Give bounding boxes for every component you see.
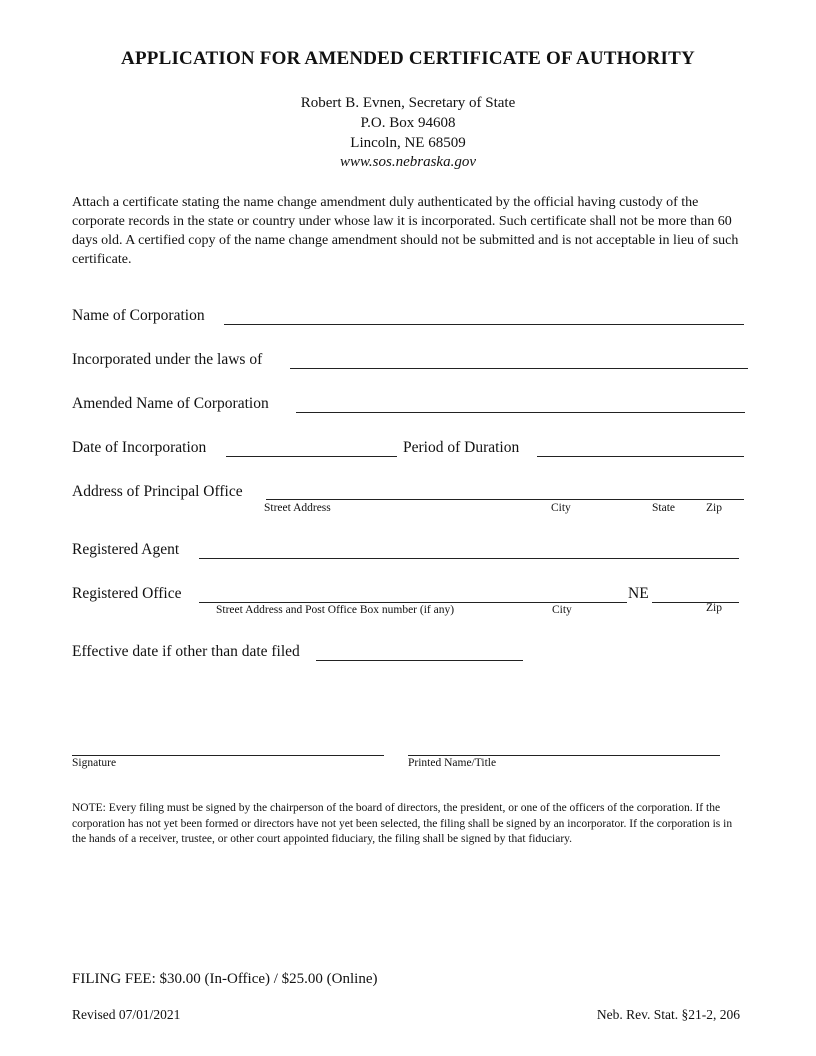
date-incorporation-label: Date of Incorporation <box>72 439 207 456</box>
incorporated-field[interactable] <box>290 368 748 369</box>
statute-reference: Neb. Rev. Stat. §21-2, 206 <box>596 1007 740 1022</box>
signature-field[interactable] <box>72 755 384 756</box>
registered-office-label: Registered Office <box>72 585 182 602</box>
street-address-caption: Street Address <box>264 502 331 514</box>
registered-agent-field[interactable] <box>199 558 739 559</box>
filing-fee: FILING FEE: $30.00 (In-Office) / $25.00 (Online) <box>72 971 378 987</box>
page-title: APPLICATION FOR AMENDED CERTIFICATE OF AUTHORITY <box>121 48 695 69</box>
registered-office-field[interactable] <box>199 602 627 603</box>
principal-office-label: Address of Principal Office <box>72 483 243 500</box>
city-caption: City <box>551 502 571 514</box>
signature-label: Signature <box>72 757 117 769</box>
printed-name-field[interactable] <box>408 755 720 756</box>
corp-name-label: Name of Corporation <box>72 307 205 324</box>
office-city: Lincoln, NE 68509 <box>350 135 466 151</box>
registered-agent-label: Registered Agent <box>72 541 180 558</box>
instructions-paragraph: Attach a certificate stating the name change amendment duly authenticated by the official having custody of the corporate records in the state or country under whose law it is incorporated. Such certificate shall not be more than 60 days old. A certified copy of the name change amendment should not be submitted and is not acceptable in lieu of such certificate. <box>72 195 739 267</box>
zip-caption: Zip <box>706 502 722 514</box>
corp-name-field[interactable] <box>224 324 744 325</box>
date-incorporation-field[interactable] <box>226 456 397 457</box>
amended-name-label: Amended Name of Corporation <box>72 395 269 412</box>
incorporated-label: Incorporated under the laws of <box>72 351 263 368</box>
period-duration-field[interactable] <box>537 456 744 457</box>
period-duration-label: Period of Duration <box>403 439 520 456</box>
effective-date-label: Effective date if other than date filed <box>72 643 300 660</box>
reg-street-caption: Street Address and Post Office Box number (if any) <box>216 604 455 616</box>
office-po-box: P.O. Box 94608 <box>360 115 456 131</box>
state-caption: State <box>652 502 675 514</box>
revised-date: Revised 07/01/2021 <box>72 1007 181 1022</box>
registered-zip-field[interactable] <box>652 602 739 603</box>
office-website[interactable]: www.sos.nebraska.gov <box>340 154 476 170</box>
effective-date-field[interactable] <box>316 660 523 661</box>
reg-city-caption: City <box>552 604 572 616</box>
amended-name-field[interactable] <box>296 412 745 413</box>
reg-zip-caption: Zip <box>706 602 722 614</box>
state-ne-text: NE <box>628 585 649 602</box>
printed-name-label: Printed Name/Title <box>408 757 497 769</box>
signing-note: NOTE: Every filing must be signed by the chairperson of the board of directors, the president, or one of the officers of the corporation. If the corporation has not yet been formed or directors have not yet been selected, the filing shall be signed by an incorporator. If the corporation is in the hands of a receiver, trustee, or other court appointed fiduciary, the filing shall be signed by that fiduciary. <box>72 802 733 845</box>
principal-office-field[interactable] <box>266 499 744 500</box>
office-name: Robert B. Evnen, Secretary of State <box>300 95 516 111</box>
